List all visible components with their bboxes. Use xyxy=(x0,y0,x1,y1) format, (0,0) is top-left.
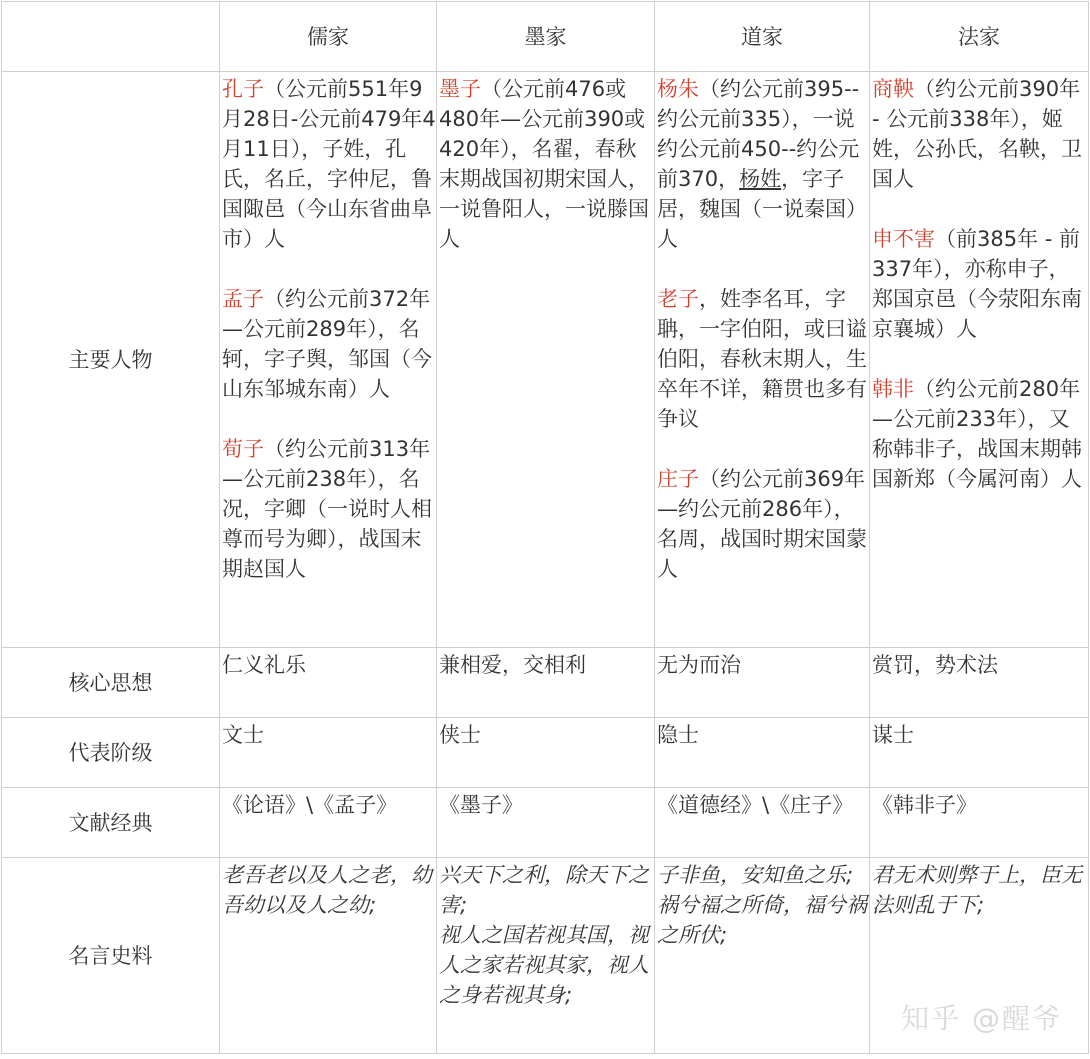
figure-desc: （前385年 - 前337年），亦称申子，郑国京邑（今荥阳东南京襄城）人 xyxy=(872,227,1082,341)
figure-entry xyxy=(657,464,869,584)
figure-entry xyxy=(439,74,654,254)
quote-line: 视人之国若视其国，视人之家若视其家，视人之身若视其身; xyxy=(439,923,649,1007)
thought-ru-cell: 仁义礼乐 xyxy=(220,648,437,718)
figure-name: 庄子 xyxy=(657,467,699,491)
classics-row xyxy=(2,788,1089,858)
thought-fa-cell: 赏罚，势术法 xyxy=(870,648,1089,718)
figure-entry xyxy=(222,284,436,404)
figure-name: 荀子 xyxy=(222,437,264,461)
quotes-dao-cell xyxy=(655,858,870,1054)
thought-mo-cell: 兼相爱，交相利 xyxy=(437,648,655,718)
classics-fa-cell: 《韩非子》 xyxy=(870,788,1089,858)
figure-desc: （约公元前395--约公元前335），一说约公元前450--约公元前370， xyxy=(657,77,860,191)
figure-desc: （约公元前372年—公元前289年），名轲，字子舆，邹国（今山东邹城东南）人 xyxy=(222,287,432,401)
figure-entry xyxy=(872,74,1088,194)
figure-desc: （约公元前313年—公元前238年），名况，字卿（一说时人相尊而号为卿），战国末期赵国人 xyxy=(222,437,432,581)
figures-row xyxy=(2,72,1089,648)
figure-desc: （约公元前369年—约公元前286年），名周，战国时期宋国蒙人 xyxy=(657,467,867,581)
header-ru: 儒家 xyxy=(220,2,437,72)
thought-row xyxy=(2,648,1089,718)
figure-desc: （约公元前390年 - 公元前338年），姬姓，公孙氏，名鞅，卫国人 xyxy=(872,77,1082,191)
header-row xyxy=(2,2,1089,72)
quotes-mo-cell xyxy=(437,858,655,1054)
figure-entry xyxy=(222,434,436,584)
class-ru-cell: 文士 xyxy=(220,718,437,788)
figure-name: 韩非 xyxy=(872,377,914,401)
header-empty xyxy=(2,2,220,72)
figure-entry xyxy=(872,224,1088,344)
figure-entry xyxy=(657,74,869,254)
quote-line: 老吾老以及人之老，幼吾幼以及人之幼; xyxy=(222,863,432,917)
classics-ru-cell: 《论语》\《孟子》 xyxy=(220,788,437,858)
header-mo: 墨家 xyxy=(437,2,655,72)
zhihu-watermark: 知乎 @醒爷 xyxy=(901,1002,1062,1035)
figure-desc: （公元前476或480年—公元前390或420年），名翟，春秋末期战国初期宋国人，一说鲁阳人，一说滕国人 xyxy=(439,77,649,251)
schools-comparison-table xyxy=(1,1,1089,1054)
figure-name: 墨子 xyxy=(439,77,481,101)
figure-entry xyxy=(872,374,1088,494)
figures-mo-cell xyxy=(437,72,655,648)
class-mo-cell: 侠士 xyxy=(437,718,655,788)
row-label-classics: 文献经典 xyxy=(2,788,220,858)
classics-dao-cell: 《道德经》\《庄子》 xyxy=(655,788,870,858)
figure-entry xyxy=(222,74,436,254)
class-fa-cell: 谋士 xyxy=(870,718,1089,788)
yang-surname-link[interactable]: 杨姓 xyxy=(739,167,782,191)
figure-name: 杨朱 xyxy=(657,77,699,101)
figure-desc: ，字子居，魏国（一说秦国）人 xyxy=(657,167,867,251)
figure-name: 商鞅 xyxy=(872,77,914,101)
figure-desc: （公元前551年9月28日-公元前479年4月11日），子姓，孔氏，名丘，字仲尼，鲁国陬邑（今山东省曲阜市）人 xyxy=(222,77,436,251)
quote-line: 君无术则弊于上，臣无法则乱于下; xyxy=(872,863,1082,917)
quote-line: 子非鱼，安知鱼之乐; xyxy=(657,863,854,887)
quote-line: 兴天下之利，除天下之害; xyxy=(439,863,649,917)
header-dao: 道家 xyxy=(655,2,870,72)
row-label-quotes: 名言史料 xyxy=(2,858,220,1054)
figure-name: 孟子 xyxy=(222,287,264,311)
figure-desc: ，姓李名耳，字聃，一字伯阳，或曰谥伯阳，春秋末期人，生卒年不详，籍贯也多有争议 xyxy=(657,287,867,431)
row-label-figures: 主要人物 xyxy=(2,72,220,648)
figures-ru-cell xyxy=(220,72,437,648)
class-dao-cell: 隐士 xyxy=(655,718,870,788)
figure-name: 老子 xyxy=(657,287,699,311)
figures-dao-cell xyxy=(655,72,870,648)
figure-name: 孔子 xyxy=(222,77,264,101)
classics-mo-cell: 《墨子》 xyxy=(437,788,655,858)
quote-line: 祸兮福之所倚，福兮祸之所伏; xyxy=(657,893,867,947)
figures-fa-cell xyxy=(870,72,1089,648)
row-label-class: 代表阶级 xyxy=(2,718,220,788)
figure-desc: （约公元前280年—公元前233年），又称韩非子，战国末期韩国新郑（今属河南）人 xyxy=(872,377,1082,491)
quotes-ru-cell xyxy=(220,858,437,1054)
thought-dao-cell: 无为而治 xyxy=(655,648,870,718)
row-label-thought: 核心思想 xyxy=(2,648,220,718)
figure-name: 申不害 xyxy=(872,227,935,251)
figure-entry xyxy=(657,284,869,434)
header-fa: 法家 xyxy=(870,2,1089,72)
class-row xyxy=(2,718,1089,788)
